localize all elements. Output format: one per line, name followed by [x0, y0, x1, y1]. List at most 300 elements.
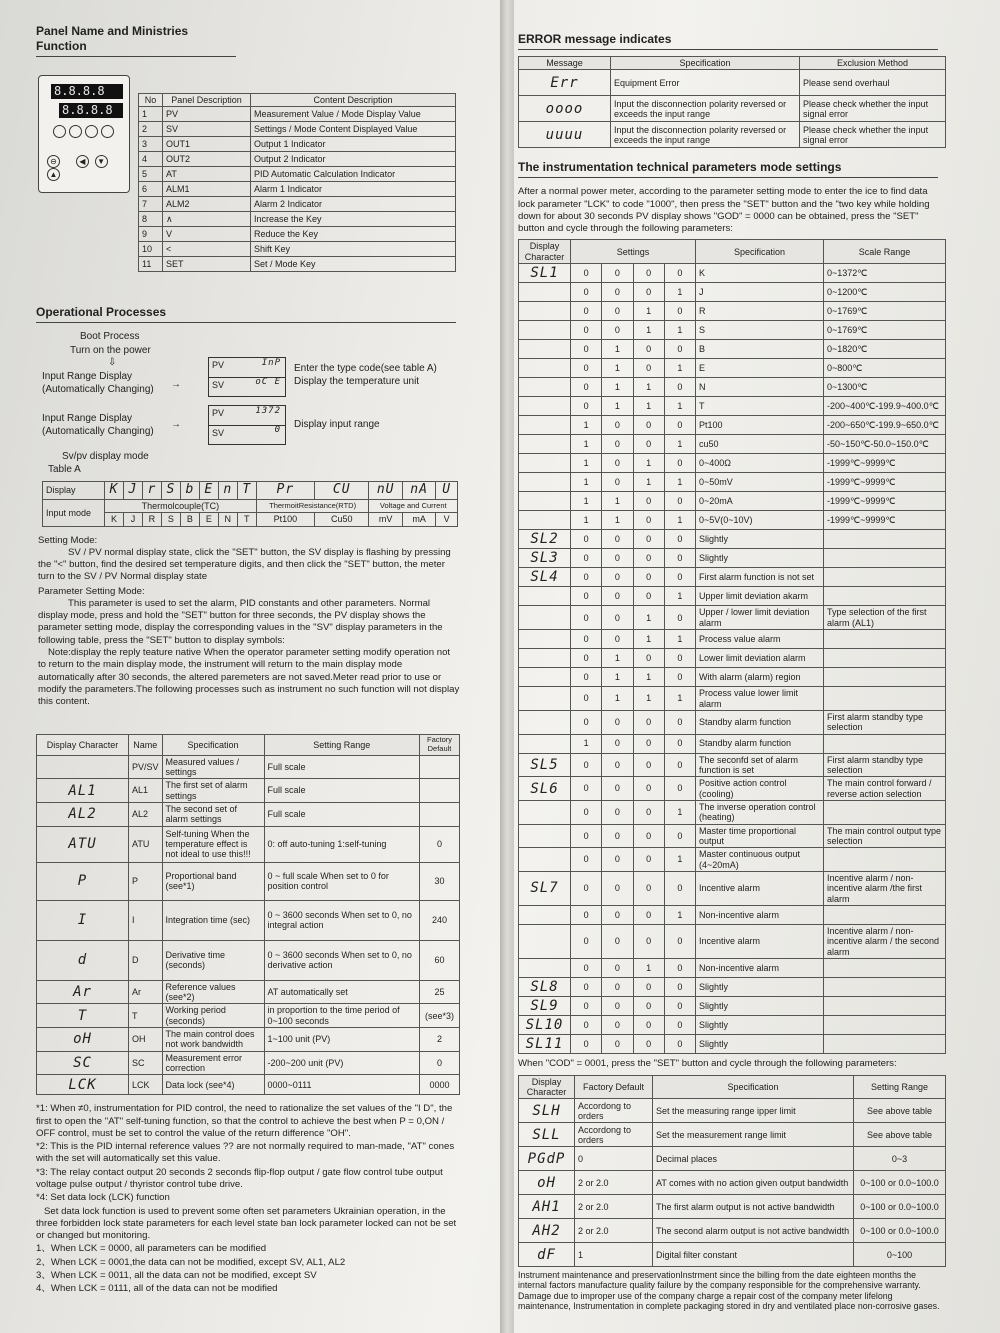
tech-cell: [519, 687, 571, 711]
tech-row: [519, 321, 946, 340]
cod-cell: Digital filter constant: [653, 1243, 854, 1267]
tech-cell: 0: [602, 925, 633, 959]
note-line: 4、When LCK = 0111, all of the data can not be modified: [36, 1283, 278, 1295]
cod-cell: Set the measuring range ipper limit: [653, 1099, 854, 1123]
tech-cell: 0: [602, 568, 633, 587]
tech-cell: [824, 668, 946, 687]
tech-cell: SL7: [519, 871, 571, 905]
tech-cell: 0: [571, 321, 602, 340]
tech-cell: 1: [633, 378, 664, 397]
tech-cell: 0: [664, 1016, 695, 1035]
tech-cell: [519, 587, 571, 606]
tech-cell: 0~1820℃: [824, 340, 946, 359]
set-key-icon[interactable]: ⊖: [47, 155, 60, 168]
cod-intro: When "COD" = 0001, press the "SET" button and cycle through the following parameters:: [518, 1058, 897, 1070]
tech-cell: 0: [633, 800, 664, 824]
tech-cell: [519, 824, 571, 848]
tech-cell: 0: [571, 997, 602, 1016]
cod-row: [519, 1123, 946, 1147]
tech-row: [519, 1035, 946, 1054]
error-cell: Equipment Error: [611, 70, 800, 96]
cod-cell: 1: [575, 1243, 653, 1267]
tech-row: [519, 435, 946, 454]
cod-cell: AT comes with no action given output bandwidth: [653, 1171, 854, 1195]
notes-section: [36, 1103, 466, 1295]
tech-cell: Slightly: [696, 1035, 824, 1054]
tech-cell: 1: [633, 397, 664, 416]
tech-title: The instrumentation technical parameters mode settings: [518, 160, 938, 178]
tech-cell: 1: [664, 687, 695, 711]
arrow-down-icon: ⇩: [108, 357, 117, 368]
setting-mode-text: SV / PV normal display state, click the "SET" button, the SV display is flashing by pressing the "<" button, find the desired set temperature digits, and then click the "SET" button, the meter turn to the SV / PV Normal display state: [38, 546, 451, 583]
tech-cell: 0: [571, 397, 602, 416]
tech-cell: Incentive alarm: [696, 925, 824, 959]
param-cell: The second set of alarm settings: [162, 802, 264, 826]
ta-input-code: T: [237, 513, 256, 526]
ta-display-code: nA: [402, 482, 435, 500]
tech-cell: 0~800℃: [824, 359, 946, 378]
tech-cell: 1: [571, 454, 602, 473]
tech-cell: 0: [571, 668, 602, 687]
tech-cell: [824, 587, 946, 606]
cod-cell: 0~100 or 0.0~100.0: [854, 1171, 946, 1195]
param-cell: Integration time (sec): [162, 900, 264, 940]
tech-cell: 0: [633, 1016, 664, 1035]
tech-cell: 0: [633, 824, 664, 848]
ta-group: ThermoitResistance(RTD): [256, 499, 369, 512]
panel-cell: Output 2 Indicator: [251, 152, 456, 167]
ta-input-code: V: [436, 513, 458, 526]
cod-cell: dF: [519, 1243, 575, 1267]
param-row: [37, 862, 460, 900]
param-row: [37, 1004, 460, 1028]
tech-row: [519, 264, 946, 283]
tech-cell: Non-incentive alarm: [696, 959, 824, 978]
tech-cell: 0: [664, 649, 695, 668]
param-cell: 0: [420, 826, 460, 862]
cod-row: [519, 1147, 946, 1171]
tech-cell: 1: [664, 906, 695, 925]
ta-display-code: K: [105, 482, 124, 500]
tech-cell: 0: [664, 1035, 695, 1054]
param-header: Display Character: [37, 735, 129, 755]
tech-cell: [824, 997, 946, 1016]
tech-cell: [519, 416, 571, 435]
tech-cell: 0: [633, 777, 664, 801]
tech-cell: [519, 800, 571, 824]
panel-cell: PID Automatic Calculation Indicator: [251, 167, 456, 182]
tech-cell: 1: [633, 473, 664, 492]
tech-cell: E: [696, 359, 824, 378]
cod-cell: oH: [519, 1171, 575, 1195]
tech-cell: [519, 340, 571, 359]
param-cell: 60: [420, 940, 460, 980]
tech-cell: 1: [633, 302, 664, 321]
tech-row: [519, 997, 946, 1016]
param-cell: AL1: [37, 779, 129, 803]
tech-cell: [519, 492, 571, 511]
param-header: Factory Default: [420, 735, 460, 755]
panel-header: Panel Description: [163, 94, 251, 107]
cod-cell: Decimal places: [653, 1147, 854, 1171]
error-table-body: [519, 70, 946, 148]
tech-cell: 0: [633, 359, 664, 378]
tech-cell: 0: [571, 777, 602, 801]
panel-cell: <: [163, 242, 251, 257]
tech-cell: 0: [602, 302, 633, 321]
panel-table-body: [139, 107, 456, 272]
pv-label: PV: [212, 408, 225, 418]
param-cell: 0 ~ 3600 seconds When set to 0, no integral action: [264, 900, 419, 940]
param-row: [37, 900, 460, 940]
tech-cell: 0: [633, 587, 664, 606]
tech-cell: 0: [602, 906, 633, 925]
tech-cell: 0: [571, 1016, 602, 1035]
tech-cell: 0: [633, 1035, 664, 1054]
tech-cell: 0: [633, 734, 664, 753]
tech-cell: First alarm function is not set: [696, 568, 824, 587]
tech-cell: SL9: [519, 997, 571, 1016]
panel-cell: 5: [139, 167, 163, 182]
tech-cell: 0: [664, 492, 695, 511]
cod-cell: Accordong to orders: [575, 1099, 653, 1123]
param-row: [37, 1075, 460, 1095]
panel-header: Content Description: [251, 94, 456, 107]
tech-row: [519, 530, 946, 549]
tech-cell: 0: [664, 925, 695, 959]
tech-cell: [824, 1035, 946, 1054]
ta-display-code: J: [123, 482, 142, 500]
tech-cell: 0~1200℃: [824, 283, 946, 302]
tech-row: [519, 549, 946, 568]
tech-cell: [824, 549, 946, 568]
tech-cell: [519, 359, 571, 378]
tech-cell: 0: [664, 568, 695, 587]
panel-cell: PV: [163, 107, 251, 122]
tech-cell: [824, 630, 946, 649]
ta-input-code: K: [105, 513, 124, 526]
tech-cell: SL1: [519, 264, 571, 283]
boot-process: Boot Process: [80, 331, 140, 342]
tech-cell: [824, 959, 946, 978]
error-header: Specification: [611, 57, 800, 70]
tech-row: [519, 710, 946, 734]
tech-cell: The inverse operation control (heating): [696, 800, 824, 824]
tech-cell: [824, 734, 946, 753]
tech-cell: [519, 649, 571, 668]
tech-cell: [519, 378, 571, 397]
tech-cell: [519, 710, 571, 734]
tech-cell: 0: [633, 549, 664, 568]
note-line: 1、When LCK = 0000, all parameters can be modified: [36, 1243, 267, 1255]
param-cell: The first set of alarm settings: [162, 779, 264, 803]
error-cell: oooo: [519, 96, 611, 122]
tech-row: [519, 1016, 946, 1035]
tech-row: [519, 359, 946, 378]
tech-cell: 0: [664, 606, 695, 630]
param-cell: Full scale: [264, 755, 419, 779]
device-keys: [47, 155, 129, 182]
tech-cell: 0~400Ω: [696, 454, 824, 473]
tech-cell: Incentive alarm: [696, 871, 824, 905]
ops-title: Operational Processes: [36, 305, 456, 323]
tech-cell: [519, 397, 571, 416]
ta-display-code: n: [218, 482, 237, 500]
tech-table-body: [519, 264, 946, 1054]
tech-cell: 1: [664, 283, 695, 302]
panel-cell: Alarm 1 Indicator: [251, 182, 456, 197]
ta-input-code: B: [180, 513, 199, 526]
param-cell: I: [37, 900, 129, 940]
cod-header: Setting Range: [854, 1075, 946, 1099]
param-row: [37, 779, 460, 803]
tech-cell: 1: [664, 630, 695, 649]
panel-row: [139, 182, 456, 197]
tech-cell: Pt100: [696, 416, 824, 435]
tech-cell: T: [696, 397, 824, 416]
device-sv-display: 8.8.8.8: [59, 103, 123, 118]
ta-display-code: nU: [369, 482, 402, 500]
note-line: *2: This is the PID internal reference values ?? are not normally required to man-made, "AT" cones with the set will automatically set this value.: [36, 1141, 455, 1165]
param-cell: Working period (seconds): [162, 1004, 264, 1028]
tech-cell: [519, 511, 571, 530]
down-key-icon[interactable]: ▼: [95, 155, 108, 168]
svpv-mode: Sv/pv display mode: [62, 451, 149, 462]
tech-cell: The main control output type selection: [824, 824, 946, 848]
tech-cell: 0: [602, 871, 633, 905]
tech-cell: 1: [664, 473, 695, 492]
tech-cell: 0: [571, 871, 602, 905]
panel-cell: Output 1 Indicator: [251, 137, 456, 152]
param-cell: I: [129, 900, 163, 940]
tech-cell: Slightly: [696, 530, 824, 549]
right-column: [518, 32, 946, 1311]
disp1-sv: oC E: [255, 377, 281, 387]
note-line: 2、When LCK = 0001,the data can not be modified, except SV, AL1, AL2: [36, 1256, 346, 1268]
param-cell: 0: off auto-tuning 1:self-tuning: [264, 826, 419, 862]
tech-cell: Positive action control (cooling): [696, 777, 824, 801]
tech-cell: Lower limit deviation alarm: [696, 649, 824, 668]
tech-cell: Standby alarm function: [696, 734, 824, 753]
panel-title: Panel Name and Ministries Function: [36, 24, 236, 57]
tech-cell: 0: [633, 416, 664, 435]
tech-cell: Master continuous output (4~20mA): [696, 848, 824, 872]
sv-label: SV: [212, 428, 225, 438]
ta-display-code: S: [161, 482, 180, 500]
tech-cell: 1: [602, 668, 633, 687]
tech-cell: 0~1769℃: [824, 321, 946, 340]
tech-cell: Non-incentive alarm: [696, 906, 824, 925]
param-header: Name: [129, 735, 163, 755]
panel-row: [139, 167, 456, 182]
panel-cell: ALM2: [163, 197, 251, 212]
tech-cell: 0: [664, 959, 695, 978]
error-row: [519, 96, 946, 122]
tech-cell: 0: [571, 549, 602, 568]
tech-cell: 1: [633, 606, 664, 630]
tech-cell: 1: [664, 397, 695, 416]
panel-cell: 8: [139, 212, 163, 227]
tech-cell: [519, 606, 571, 630]
ta-display-code: T: [237, 482, 256, 500]
param-cell: 0 ~ full scale When set to 0 for position control: [264, 862, 419, 900]
param-cell: Reference values (see*2): [162, 980, 264, 1004]
cod-cell: The first alarm output is not active bandwidth: [653, 1195, 854, 1219]
panel-row: [139, 107, 456, 122]
up-key-icon[interactable]: ▲: [47, 168, 60, 181]
pv-label: PV: [212, 360, 225, 370]
panel-row: [139, 257, 456, 272]
param-cell: ATU: [37, 826, 129, 862]
panel-cell: SET: [163, 257, 251, 272]
tech-cell: 1: [571, 435, 602, 454]
panel-cell: Set / Mode Key: [251, 257, 456, 272]
panel-header: No: [139, 94, 163, 107]
tech-cell: [824, 568, 946, 587]
param-note: Note:display the reply teature native When the operator parameter setting modify operation not to return to the main display mode, the instrument will return to the main display mode automatically after 30 seconds, the altered paremeters are not saved.Meter read prior to use or modify the parameters.The following processes such as instrument no such function will not display this content.: [38, 647, 460, 708]
tech-cell: [824, 978, 946, 997]
tech-cell: 0: [602, 734, 633, 753]
param-cell: Derivative time (seconds): [162, 940, 264, 980]
param-cell: OH: [129, 1028, 163, 1052]
tech-cell: -200~400℃-199.9~400.0℃: [824, 397, 946, 416]
param-cell: 0000~0111: [264, 1075, 419, 1095]
tech-cell: 0: [633, 283, 664, 302]
tech-cell: 0: [571, 824, 602, 848]
param-cell: SC: [129, 1051, 163, 1075]
panel-cell: OUT2: [163, 152, 251, 167]
tech-cell: 0: [633, 511, 664, 530]
tech-row: [519, 753, 946, 777]
tech-cell: 0: [571, 925, 602, 959]
tech-cell: [519, 321, 571, 340]
panel-cell: 9: [139, 227, 163, 242]
note-line: *4: Set data lock (LCK) function: [36, 1192, 170, 1204]
ta-display-code: r: [142, 482, 161, 500]
tech-cell: 1: [664, 435, 695, 454]
tech-cell: 0~1300℃: [824, 378, 946, 397]
tech-cell: 1: [571, 492, 602, 511]
param-cell: d: [37, 940, 129, 980]
tech-cell: [519, 283, 571, 302]
tech-cell: [519, 435, 571, 454]
tech-row: [519, 925, 946, 959]
tech-cell: Process value lower limit alarm: [696, 687, 824, 711]
param-table: [36, 734, 460, 1095]
tech-cell: [519, 473, 571, 492]
tech-cell: 0: [602, 800, 633, 824]
param-cell: Ar: [37, 980, 129, 1004]
tech-cell: Slightly: [696, 997, 824, 1016]
panel-cell: 7: [139, 197, 163, 212]
tech-cell: 1: [664, 587, 695, 606]
tech-cell: 0: [571, 283, 602, 302]
tech-cell: [824, 530, 946, 549]
tech-cell: 0: [633, 925, 664, 959]
panel-cell: 6: [139, 182, 163, 197]
disp2-pv: 1372: [255, 406, 281, 416]
tech-cell: S: [696, 321, 824, 340]
error-cell: Please send overhaul: [800, 70, 946, 96]
shift-key-icon[interactable]: ◀: [76, 155, 89, 168]
param-text: This parameter is used to set the alarm, PID constants and other parameters. Normal display mode, press and hold the "SET" button for three seconds, the PV display shows the parameter setting mode, display the corresponding values in the "SV" display parameters in the following table, press the "SET" button to display symbols:: [38, 597, 443, 646]
tech-cell: 1: [602, 397, 633, 416]
tech-cell: [824, 800, 946, 824]
tech-cell: 0: [664, 416, 695, 435]
param-cell: [420, 755, 460, 779]
tech-cell: 0~20mA: [696, 492, 824, 511]
tech-header: Display Character: [519, 240, 571, 264]
tech-cell: 1: [602, 511, 633, 530]
error-cell: Input the disconnection polarity reversed or exceeds the input range: [611, 122, 800, 148]
cod-cell: 2 or 2.0: [575, 1195, 653, 1219]
param-cell: 25: [420, 980, 460, 1004]
tech-cell: 0: [664, 710, 695, 734]
tech-cell: 0: [664, 340, 695, 359]
tech-row: [519, 397, 946, 416]
tech-cell: -1999℃~9999℃: [824, 511, 946, 530]
cod-cell: 0~100 or 0.0~100.0: [854, 1219, 946, 1243]
tech-table: [518, 239, 946, 1054]
device-indicators: [53, 125, 129, 143]
cod-cell: See above table: [854, 1099, 946, 1123]
tech-row: [519, 871, 946, 905]
param-cell: Self-tuning When the temperature effect is not ideal to use this!!!: [162, 826, 264, 862]
ta-input-label: Input mode: [43, 499, 105, 526]
param-cell: ATU: [129, 826, 163, 862]
tech-cell: 0: [633, 978, 664, 997]
tech-cell: [824, 687, 946, 711]
param-cell: PV/SV: [129, 755, 163, 779]
panel-cell: 3: [139, 137, 163, 152]
ta-display-code: E: [199, 482, 218, 500]
tech-cell: 0: [602, 848, 633, 872]
param-cell: Proportional band (see*1): [162, 862, 264, 900]
tech-cell: 0: [633, 997, 664, 1016]
tech-row: [519, 800, 946, 824]
param-cell: Data lock (see*4): [162, 1075, 264, 1095]
display-box-1: [208, 357, 286, 397]
device-front-panel: [38, 75, 130, 193]
ta-input-code: J: [123, 513, 142, 526]
tech-cell: 0: [571, 587, 602, 606]
ta-input-code: mV: [369, 513, 402, 526]
tech-cell: 0: [602, 1016, 633, 1035]
tech-cell: 0: [633, 568, 664, 587]
tech-cell: 1: [571, 734, 602, 753]
tech-intro: After a normal power meter, according to the parameter setting mode to enter the ice to find data lock parameter "LCK" to code "1000", then press the "SET" button and the "two key while holding down for about 30 seconds PV display shows "GOD" = 0000 can be obtained, press the "SET" button and cycle through the following parameters:: [518, 186, 930, 235]
param-header: Specification: [162, 735, 264, 755]
tech-cell: 0: [633, 435, 664, 454]
tech-cell: 0: [602, 606, 633, 630]
tech-cell: 0: [602, 416, 633, 435]
tech-cell: 0: [664, 549, 695, 568]
tech-cell: 0: [664, 978, 695, 997]
tech-cell: 0: [571, 340, 602, 359]
display-box-2: [208, 405, 286, 445]
param-cell: 0 ~ 3600 seconds When set to 0, no derivative action: [264, 940, 419, 980]
note-line: *3: The relay contact output 20 seconds 2 seconds flip-flop output / gate flow control tube output voltage pulse output / thyristor control tube drive.: [36, 1166, 443, 1190]
panel-cell: OUT1: [163, 137, 251, 152]
tech-row: [519, 734, 946, 753]
tech-cell: First alarm standby type selection: [824, 753, 946, 777]
panel-cell: Increase the Key: [251, 212, 456, 227]
tech-cell: SL8: [519, 978, 571, 997]
tech-row: [519, 340, 946, 359]
param-row: [37, 755, 460, 779]
tech-cell: -1999℃~9999℃: [824, 492, 946, 511]
tech-cell: [824, 906, 946, 925]
